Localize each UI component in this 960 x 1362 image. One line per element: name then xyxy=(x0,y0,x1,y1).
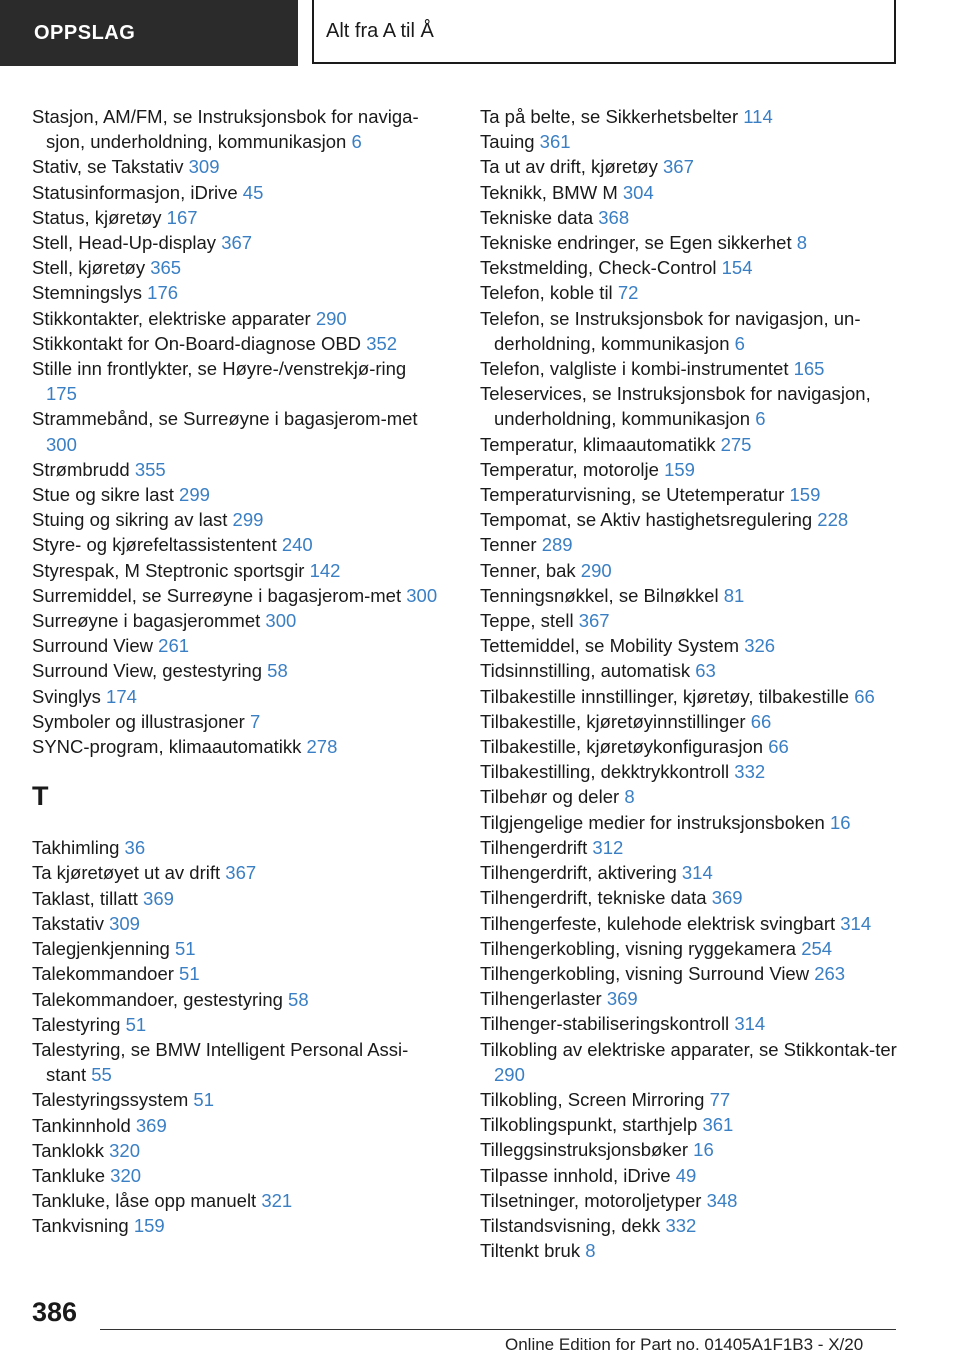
index-entry xyxy=(32,835,442,860)
index-entry xyxy=(480,684,900,709)
index-entry xyxy=(32,886,442,911)
page-reference-link[interactable]: 321 xyxy=(261,1190,293,1212)
page-reference-link[interactable]: 58 xyxy=(267,660,288,682)
index-entry xyxy=(32,734,442,759)
index-entry xyxy=(480,961,900,986)
page-reference-link[interactable]: 6 xyxy=(755,408,766,430)
index-entry-term: Tettemiddel, se Mobility System xyxy=(480,635,740,657)
index-entry xyxy=(32,482,442,507)
page-reference-link[interactable]: 142 xyxy=(309,559,341,581)
index-entry xyxy=(480,381,900,431)
index-entry-term: Tidsinnstilling, automatisk xyxy=(480,660,691,682)
page-reference-link[interactable]: 55 xyxy=(91,1064,112,1086)
index-entry-term: Teleservices, se Instruksjonsbok for navigasjon, underholdning, kommunikasjon xyxy=(480,383,871,430)
index-entry-term: Tilbehør og deler xyxy=(480,786,620,808)
index-entry xyxy=(32,709,442,734)
index-entry xyxy=(32,911,442,936)
index-entry xyxy=(32,507,442,532)
page-reference-link[interactable]: 159 xyxy=(664,458,695,480)
index-entry xyxy=(32,532,442,557)
index-entry xyxy=(32,684,442,709)
page-reference-link[interactable]: 51 xyxy=(125,1013,147,1035)
index-entry xyxy=(480,1087,900,1112)
page-header xyxy=(0,0,960,66)
index-entry-term: Tilhengerfeste, kulehode elektrisk svingbart xyxy=(480,912,836,934)
index-entry xyxy=(32,280,442,305)
index-entry xyxy=(480,457,900,482)
page-reference-link[interactable]: 361 xyxy=(702,1114,734,1136)
edition-footer: Online Edition for Part no. 01405A1F1B3 - X/20 xyxy=(505,1335,864,1354)
index-entry xyxy=(32,961,442,986)
index-entry-term: Talekommandoer xyxy=(32,963,174,985)
index-entry-term: Telefon, se Instruksjonsbok for navigasjon, un-derholdning, kommunikasjon xyxy=(480,307,861,354)
page-reference-link[interactable]: 77 xyxy=(709,1088,731,1110)
index-entry-term: Tilhengerkobling, visning Surround View xyxy=(480,962,810,984)
index-entry xyxy=(480,507,900,532)
page-reference-link[interactable]: 176 xyxy=(147,282,179,304)
index-entry-term: Teknikk, BMW M xyxy=(480,181,618,203)
index-entry xyxy=(480,759,900,784)
index-entry-term: Stativ, se Takstativ xyxy=(32,156,184,178)
index-entry-term: Stille inn frontlykter, se Høyre-/venstrekjø-ring xyxy=(32,358,407,380)
page-reference-link[interactable]: 58 xyxy=(288,988,309,1010)
index-entry xyxy=(32,230,442,255)
index-entry xyxy=(480,911,900,936)
index-entry xyxy=(480,1137,900,1162)
index-entry-term: Tempomat, se Aktiv hastighetsregulering xyxy=(480,509,813,531)
index-entry-term: Styrespak, M Steptronic sportsgir xyxy=(32,559,305,581)
index-entry-term: Temperatur, klimaautomatikk xyxy=(480,433,716,455)
index-entry-term: Tekniske data xyxy=(480,206,594,228)
index-entry xyxy=(480,280,900,305)
page-reference-link[interactable]: 154 xyxy=(721,257,753,279)
index-entry-term: Surremiddel, se Surreøyne i bagasjerom-met xyxy=(32,584,402,606)
index-entry-term: Surround View xyxy=(32,635,154,657)
index-entry xyxy=(32,406,442,456)
index-entry-term: Tilbakestille, kjøretøykonfigurasjon xyxy=(480,736,764,758)
index-entry xyxy=(480,1112,900,1137)
page-reference-link[interactable]: 51 xyxy=(174,938,196,960)
index-entry-term: Stikkontakt for On-Board-diagnose OBD xyxy=(32,332,362,354)
page-reference-link[interactable]: 51 xyxy=(193,1089,214,1111)
page-reference-link[interactable]: 8 xyxy=(585,1240,596,1262)
index-entry-term: Tiltenkt bruk xyxy=(480,1240,581,1262)
index-entry xyxy=(32,205,442,230)
index-entry xyxy=(480,633,900,658)
page-reference-link[interactable]: 159 xyxy=(133,1215,165,1237)
index-entry-term: Tauing xyxy=(480,131,535,153)
index-entry xyxy=(480,1188,900,1213)
page-reference-link[interactable]: 278 xyxy=(306,736,338,758)
page-reference-link[interactable]: 16 xyxy=(693,1139,714,1161)
index-column-left xyxy=(32,104,442,1239)
index-entry xyxy=(480,608,900,633)
index-entry xyxy=(32,558,442,583)
index-entry-term: Tilpasse innhold, iDrive xyxy=(480,1164,671,1186)
page-reference-link[interactable]: 254 xyxy=(801,937,833,959)
index-entry xyxy=(480,255,900,280)
index-entry xyxy=(32,1188,442,1213)
page-reference-link[interactable]: 8 xyxy=(796,232,808,254)
page-reference-link[interactable]: 361 xyxy=(539,131,571,153)
page-reference-link[interactable]: 6 xyxy=(351,131,362,153)
page-reference-link[interactable]: 114 xyxy=(743,106,773,127)
index-entry-term: Telefon, valgliste i kombi-instrumentet xyxy=(480,358,789,380)
page-reference-link[interactable]: 312 xyxy=(592,836,624,858)
index-entry-term: Taklast, tillatt xyxy=(32,887,138,909)
page-reference-link[interactable]: 45 xyxy=(242,181,264,203)
index-entry xyxy=(32,987,442,1012)
page-reference-link[interactable]: 290 xyxy=(315,307,347,329)
page-reference-link[interactable]: 159 xyxy=(789,484,821,506)
index-entry-term: Tilhengerlaster xyxy=(480,988,602,1010)
page-reference-link[interactable]: 300 xyxy=(265,610,297,632)
page-reference-link[interactable]: 240 xyxy=(281,534,313,556)
page-reference-link[interactable]: 367 xyxy=(663,156,694,178)
index-entry xyxy=(32,583,442,608)
page-reference-link[interactable]: 49 xyxy=(675,1164,697,1186)
page-reference-link[interactable]: 66 xyxy=(750,710,772,732)
index-letter-heading: T xyxy=(32,781,49,812)
index-entry-term: Talestyringssystem xyxy=(32,1089,189,1111)
page-reference-link[interactable]: 348 xyxy=(706,1189,738,1211)
page-reference-link[interactable]: 367 xyxy=(578,610,610,632)
index-entry-term: Tilhengerkobling, visning ryggekamera xyxy=(480,937,797,959)
index-entry xyxy=(480,1011,900,1036)
page-reference-link[interactable]: 51 xyxy=(179,963,200,985)
index-entry xyxy=(32,1163,442,1188)
index-entry xyxy=(480,1037,900,1087)
page-reference-link[interactable]: 63 xyxy=(695,660,716,682)
index-column-right xyxy=(480,104,900,1263)
index-entry xyxy=(480,936,900,961)
page-reference-link[interactable]: 332 xyxy=(734,761,766,783)
index-entry-term: Talestyring, se BMW Intelligent Personal Assi-stant xyxy=(32,1038,409,1086)
index-entry xyxy=(480,230,900,255)
page-reference-link[interactable]: 314 xyxy=(681,862,713,884)
index-entry-term: Tilbakestille, kjøretøyinnstillinger xyxy=(480,710,746,732)
index-entry-term: Tekstmelding, Check-Control xyxy=(480,257,717,279)
page-reference-link[interactable]: 261 xyxy=(158,635,190,657)
index-entry xyxy=(480,180,900,205)
index-entry-term: Styre- og kjørefeltassistentent xyxy=(32,534,277,556)
page-reference-link[interactable]: 7 xyxy=(249,710,261,732)
index-entry-term: Tanklokk xyxy=(32,1139,104,1161)
index-entry-term: Tilleggsinstruksjonsbøker xyxy=(480,1139,689,1161)
index-entry xyxy=(480,432,900,457)
page-reference-link[interactable]: 314 xyxy=(734,1013,766,1035)
index-entry xyxy=(480,734,900,759)
index-entry-term: Tilkobling, Screen Mirroring xyxy=(480,1088,705,1110)
index-group-t xyxy=(32,835,442,1238)
page-number: 386 xyxy=(32,1297,78,1327)
section-tab: OPPSLAG xyxy=(0,0,298,66)
page-reference-link[interactable]: 314 xyxy=(840,912,872,934)
index-entry-term: Stue og sikre last xyxy=(32,484,174,506)
page-reference-link[interactable]: 369 xyxy=(606,988,638,1010)
index-entry xyxy=(480,1163,900,1188)
index-entry-term: Stemningslys xyxy=(32,282,143,304)
index-entry xyxy=(32,1087,442,1112)
index-entry xyxy=(480,583,900,608)
index-entry-term: Tenner, bak xyxy=(480,559,576,581)
index-entry-term: Tekniske endringer, se Egen sikkerhet xyxy=(480,232,792,254)
index-entry xyxy=(32,457,442,482)
chapter-title: Alt fra A til Å xyxy=(312,0,896,64)
index-entry-term: Tankvisning xyxy=(32,1215,129,1237)
page-reference-link[interactable]: 365 xyxy=(150,257,182,279)
index-entry-term: Temperaturvisning, se Utetemperatur xyxy=(480,484,785,506)
index-entry-term: Tenner xyxy=(480,534,537,556)
page-reference-link[interactable]: 175 xyxy=(46,383,77,405)
index-entry xyxy=(32,331,442,356)
index-entry-term: Surround View, gestestyring xyxy=(32,660,263,682)
index-entry xyxy=(480,784,900,809)
index-entry xyxy=(32,154,442,179)
index-entry-term: Talegjenkjenning xyxy=(32,938,170,960)
index-entry-term: Tilkoblingspunkt, starthjelp xyxy=(480,1114,698,1136)
index-entry xyxy=(480,205,900,230)
index-entry xyxy=(32,608,442,633)
page-reference-link[interactable]: 369 xyxy=(711,887,743,909)
page-reference-link[interactable]: 72 xyxy=(617,282,639,304)
index-entry xyxy=(480,129,900,154)
index-entry xyxy=(480,658,900,683)
index-entry xyxy=(480,356,900,381)
page-reference-link[interactable]: 332 xyxy=(665,1214,697,1236)
index-entry xyxy=(480,860,900,885)
page-reference-link[interactable]: 300 xyxy=(406,584,438,606)
index-entry-term: Tilbakestilling, dekktrykkontroll xyxy=(480,761,730,783)
page-reference-link[interactable]: 309 xyxy=(109,912,140,934)
index-entry xyxy=(32,1213,442,1238)
page-reference-link[interactable]: 355 xyxy=(134,458,166,480)
index-entry xyxy=(480,986,900,1011)
index-entry xyxy=(480,810,900,835)
index-entry-term: Stell, Head-Up-display xyxy=(32,232,217,254)
index-entry-term: Statusinformasjon, iDrive xyxy=(32,181,238,203)
index-entry xyxy=(480,709,900,734)
index-entry xyxy=(32,306,442,331)
page-reference-link[interactable]: 81 xyxy=(723,584,745,606)
index-entry-term: Stell, kjøretøy xyxy=(32,257,146,279)
index-entry-term: Svinglys xyxy=(32,685,101,707)
footer-divider xyxy=(100,1329,896,1330)
page-reference-link[interactable]: 289 xyxy=(541,534,573,556)
index-entry xyxy=(32,1138,442,1163)
index-entry-term: Strømbrudd xyxy=(32,458,130,480)
index-entry xyxy=(32,255,442,280)
page-reference-link[interactable]: 275 xyxy=(720,433,752,455)
index-entry-term: Tenningsnøkkel, se Bilnøkkel xyxy=(480,584,719,606)
index-entry-term: Tankinnhold xyxy=(32,1114,131,1136)
index-entry xyxy=(480,835,900,860)
page-reference-link[interactable]: 352 xyxy=(366,332,398,354)
page-reference-link[interactable]: 290 xyxy=(494,1063,525,1085)
index-entry xyxy=(32,633,442,658)
index-entry-term: Tilgjengelige medier for instruksjonsboken xyxy=(480,811,825,833)
page-reference-link[interactable]: 369 xyxy=(143,887,174,909)
index-entry-term: Strammebånd, se Surreøyne i bagasjerom-met xyxy=(32,408,418,430)
index-entry xyxy=(480,1238,900,1263)
index-entry xyxy=(480,306,900,356)
page-reference-link[interactable]: 6 xyxy=(734,332,745,354)
index-entry xyxy=(480,532,900,557)
page-reference-link[interactable]: 167 xyxy=(166,206,198,228)
index-entry xyxy=(480,154,900,179)
page-reference-link[interactable]: 263 xyxy=(814,962,846,984)
index-entry-term: Tankluke xyxy=(32,1164,106,1186)
page-reference-link[interactable]: 326 xyxy=(744,635,776,657)
index-entry xyxy=(32,104,442,154)
index-entry xyxy=(480,885,900,910)
page-reference-link[interactable]: 16 xyxy=(829,811,851,833)
index-entry-term: Symboler og illustrasjoner xyxy=(32,710,245,732)
index-entry-term: Stikkontakter, elektriske apparater xyxy=(32,307,311,329)
page-reference-link[interactable]: 320 xyxy=(109,1139,140,1161)
index-entry-term: Surreøyne i bagasjerommet xyxy=(32,610,261,632)
index-entry xyxy=(32,1037,442,1087)
page-reference-link[interactable]: 368 xyxy=(598,206,630,228)
index-entry-term: Talestyring xyxy=(32,1013,121,1035)
index-entry-term: Telefon, koble til xyxy=(480,282,613,304)
index-entry xyxy=(32,1113,442,1138)
page-reference-link[interactable]: 8 xyxy=(624,786,635,808)
index-entry-term: Takstativ xyxy=(32,912,104,934)
page-reference-link[interactable]: 309 xyxy=(188,156,220,178)
page-reference-link[interactable]: 165 xyxy=(793,358,825,380)
index-entry-term: Tilhengerdrift, aktivering xyxy=(480,862,677,884)
index-entry-term: Tankluke, låse opp manuelt xyxy=(32,1190,257,1212)
page-reference-link[interactable]: 299 xyxy=(179,484,210,506)
index-entry xyxy=(32,356,442,406)
page-reference-link[interactable]: 300 xyxy=(46,433,77,455)
page-reference-link[interactable]: 304 xyxy=(622,181,654,203)
page-reference-link[interactable]: 367 xyxy=(221,232,253,254)
index-entry-term: Tilhengerdrift xyxy=(480,836,588,858)
index-entry-term: SYNC-program, klimaautomatikk xyxy=(32,736,302,758)
page-reference-link[interactable]: 228 xyxy=(817,509,849,531)
page-reference-link[interactable]: 367 xyxy=(225,862,257,884)
index-entry-term: Takhimling xyxy=(32,837,120,859)
index-entry xyxy=(32,936,442,961)
index-entry xyxy=(480,1213,900,1238)
page-reference-link[interactable]: 299 xyxy=(232,509,264,531)
index-entry-term: Talekommandoer, gestestyring xyxy=(32,988,283,1010)
index-entry xyxy=(32,180,442,205)
page-reference-link[interactable]: 66 xyxy=(768,736,789,758)
index-entry-term: Status, kjøretøy xyxy=(32,206,162,228)
page-reference-link[interactable]: 36 xyxy=(124,837,146,859)
index-entry-term: Ta ut av drift, kjøretøy xyxy=(480,156,658,178)
index-entry-term: Tilkobling av elektriske apparater, se Stikkontak-ter xyxy=(480,1038,897,1060)
index-entry xyxy=(32,1012,442,1037)
index-entry xyxy=(32,658,442,683)
index-entry-term: Ta kjøretøyet ut av drift xyxy=(32,862,221,884)
index-group-t-continued xyxy=(480,104,900,1263)
index-entry xyxy=(480,104,900,129)
index-entry-term: Temperatur, motorolje xyxy=(480,458,659,480)
index-entry-term: Tilhenger-stabiliseringskontroll xyxy=(480,1013,730,1035)
page-reference-link[interactable]: 320 xyxy=(110,1164,142,1186)
index-entry-term: Tilsetninger, motoroljetyper xyxy=(480,1189,702,1211)
page-reference-link[interactable]: 290 xyxy=(580,559,612,581)
index-entry xyxy=(480,558,900,583)
index-entry-term: Stuing og sikring av last xyxy=(32,509,228,531)
page-reference-link[interactable]: 66 xyxy=(854,685,875,707)
index-group-s xyxy=(32,104,442,759)
index-entry xyxy=(32,860,442,885)
index-entry-term: Ta på belte, se Sikkerhetsbelter xyxy=(480,106,739,127)
page-reference-link[interactable]: 174 xyxy=(106,685,137,707)
page-reference-link[interactable]: 369 xyxy=(135,1114,167,1136)
index-entry-term: Tilstandsvisning, dekk xyxy=(480,1214,661,1236)
index-entry-term: Tilbakestille innstillinger, kjøretøy, tilbakestille xyxy=(480,685,850,707)
index-entry-term: Teppe, stell xyxy=(480,610,574,632)
index-entry-term: Tilhengerdrift, tekniske data xyxy=(480,887,707,909)
index-entry xyxy=(480,482,900,507)
index-entry-term: Stasjon, AM/FM, se Instruksjonsbok for naviga-sjon, underholdning, kommunikasjon xyxy=(32,106,419,153)
